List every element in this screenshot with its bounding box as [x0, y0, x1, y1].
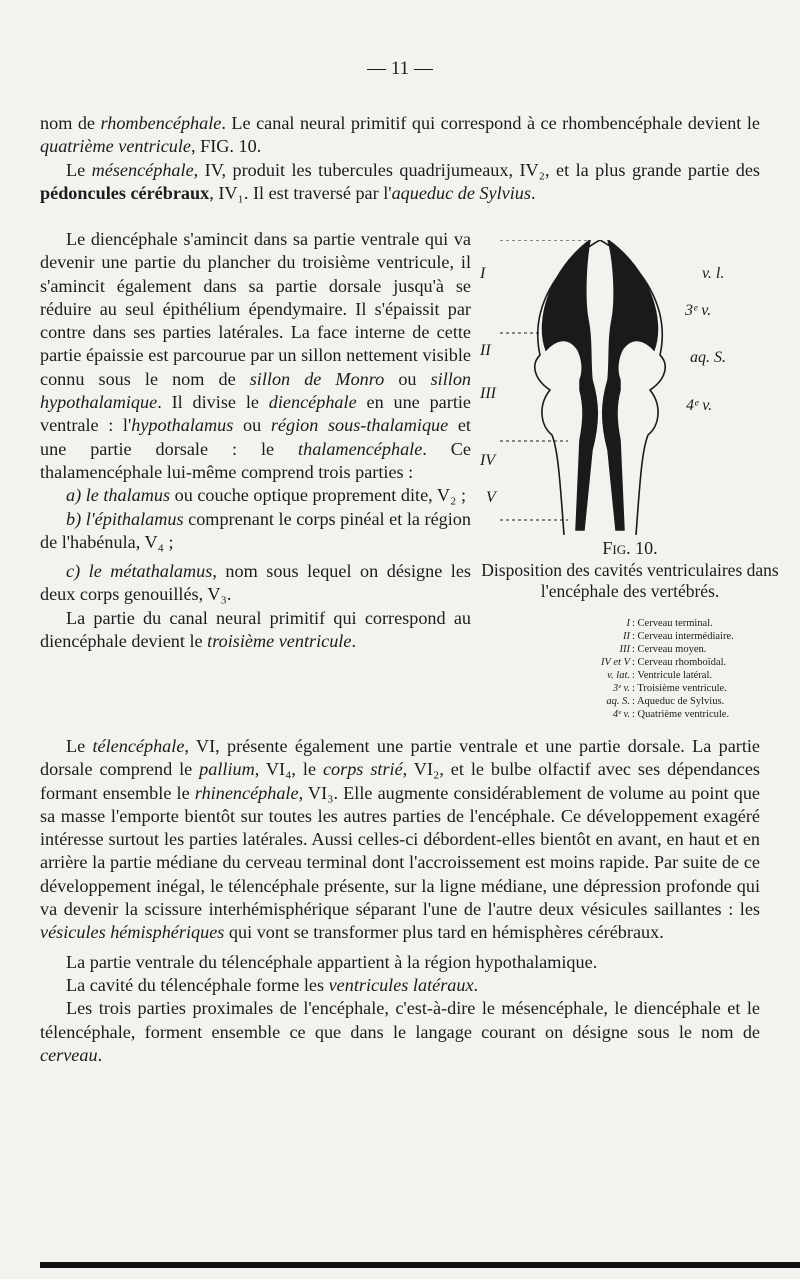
- label-iv: IV: [480, 452, 496, 469]
- figure-label: Fig. 10.: [602, 538, 658, 558]
- text-run: pallium: [199, 759, 255, 780]
- text-run: quatrième ventricule: [40, 136, 192, 157]
- text-run: corps strié: [322, 759, 403, 780]
- legend-key: III: [619, 644, 630, 655]
- label-i: I: [480, 265, 486, 282]
- text-run: en une partie ventrale : l': [40, 392, 471, 436]
- legend-row: [568, 695, 800, 708]
- text-run: thalamencéphale: [298, 438, 423, 459]
- text-run: .: [256, 136, 262, 157]
- text-run: . Le canal neural primitif qui correspond à ce rhombencéphale devient le: [221, 113, 760, 133]
- top-paragraphs: [40, 112, 760, 205]
- legend-key: aq. S.: [606, 696, 630, 707]
- text-run: , IV₁. Il est traversé par l': [209, 182, 392, 203]
- paragraph-11: [40, 997, 760, 1067]
- text-run: sillon hypothalamique: [40, 368, 472, 413]
- legend-row: [568, 656, 800, 669]
- text-run: sillon de Monro: [249, 368, 385, 389]
- figure-caption-text: Disposition des cavités ventriculaires dans l'encéphale des vertébrés.: [481, 559, 779, 601]
- bottom-rule: [40, 1262, 800, 1268]
- label-aqs: aq. S.: [690, 349, 726, 366]
- legend-row: [568, 682, 800, 695]
- text-run: qui vont se transformer plus tard en hémisphères cérébraux.: [224, 922, 664, 943]
- diagram-left-mass: [543, 240, 598, 530]
- text-run: . Il divise le: [157, 392, 269, 413]
- text-run: rhinencéphale: [194, 782, 299, 803]
- figure-10-diagram: [480, 240, 780, 540]
- text-run: rhombencéphale: [100, 113, 222, 133]
- text-run: troisième ventricule: [207, 631, 352, 652]
- text-run: c) le: [66, 561, 111, 582]
- paragraph-6: [40, 560, 471, 607]
- text-run: diencéphale: [268, 392, 357, 413]
- text-run: vésicules hémisphériques: [40, 922, 225, 943]
- text-run: a) le: [66, 485, 104, 506]
- paragraph-2: [40, 159, 760, 206]
- paragraph-10: [40, 974, 760, 997]
- label-iii: III: [480, 385, 496, 402]
- label-v: V: [486, 489, 496, 506]
- text-run: ou: [384, 368, 431, 389]
- text-run: cerveau: [40, 1044, 98, 1065]
- page-number: — 11 —: [367, 58, 433, 79]
- left-column-text: [40, 228, 471, 653]
- text-run: , VI₄, le: [254, 759, 323, 780]
- text-run: ventricules latéraux: [328, 974, 474, 995]
- text-run: mésencéphale: [91, 159, 194, 180]
- text-run: Le diencéphale s'amincit dans sa partie ventrale qui va devenir une partie du plancher du troisième ventricule, il s'amincit également dans sa partie dorsale jusqu'à se réduire au seul épithélium épendymaire. Il s'épaissit par contre dans ses parties latérales. La face interne de cette partie épaissie est parcourue par un sillon nettement visible connu sous le nom de: [40, 229, 471, 389]
- paragraph-5: [40, 508, 471, 555]
- legend-row: [568, 630, 800, 643]
- label-ii: II: [480, 342, 491, 359]
- text-run: . Ce thalamencéphale lui-même comprend trois parties :: [40, 438, 471, 482]
- paragraph-4: [40, 484, 471, 507]
- legend-row: [568, 617, 800, 630]
- legend-value: : Cerveau terminal.: [632, 618, 713, 629]
- text-run: .: [530, 182, 536, 203]
- text-run: , VI₂, et le bulbe olfactif avec ses dépendances formant ensemble le: [40, 759, 761, 803]
- paragraph-9: [40, 951, 760, 974]
- text-run: métathalamus: [110, 561, 213, 582]
- label-3v: 3ᵉ v.: [685, 302, 712, 319]
- text-run: comprenant le corps pinéal et la région de l'habénula, V₄ ;: [40, 508, 471, 552]
- diagram-right-mass: [603, 240, 658, 530]
- label-4v: 4ᵉ v.: [686, 397, 713, 414]
- legend-key: IV et V: [601, 657, 630, 668]
- legend-value: : Cerveau intermédiaire.: [632, 631, 734, 642]
- text-run: , IV, produit les tubercules quadrijumeaux, IV₂, et la plus grande partie des: [193, 159, 760, 180]
- text-run: thalamus: [103, 485, 171, 506]
- legend-key: I: [626, 618, 630, 629]
- text-run: La partie ventrale du télencéphale appartient à la région hypothalamique.: [66, 951, 598, 972]
- text-run: ou: [233, 415, 271, 436]
- text-run: , VI₃. Elle augmente considérablement de volume au point que sa masse l'emporte bientôt sur toutes les autres parties de l'encéphale. Ce développement exagéré intéresse surtout les parties latérales. Aussi celles-ci débordent-elles bientôt en avant, en haut et en arrière la partie médiane du cerveau terminal dont l'accroissement est moins rapide. Par suite de ce développement inégal, le télencéphale présente, sur la ligne médiane, une dépression profonde qui va devenir la scissure interhémisphérique séparant l'une de l'autre deux vésicules saillantes : les: [40, 782, 760, 920]
- figure-legend: [568, 617, 800, 721]
- legend-key: II: [623, 631, 630, 642]
- text-run: , VI, présente également une partie ventrale et une partie dorsale. La partie dorsale comprend le: [40, 736, 761, 780]
- bottom-paragraphs: [40, 735, 760, 1067]
- text-run: FIG. 10: [200, 136, 257, 157]
- legend-row: [568, 669, 800, 682]
- text-run: hypothalamus: [131, 415, 234, 436]
- legend-value: : Ventricule latéral.: [632, 670, 712, 681]
- paragraph-8: [40, 735, 760, 945]
- text-run: Les trois parties proximales de l'encéphale, c'est-à-dire le mésencéphale, le diencéphale et le télencéphale, forment ensemble ce que dans le langage courant on désigne sous le nom de: [40, 998, 760, 1042]
- legend-key: 4ᵉ v.: [612, 709, 630, 720]
- paragraph-7: [40, 607, 471, 654]
- text-run: région sous-thalamique: [270, 415, 449, 436]
- text-run: b) l': [66, 508, 95, 529]
- legend-row: [568, 643, 800, 656]
- text-run: ou couche optique proprement dite, V₂ ;: [170, 485, 466, 506]
- legend-value: : Aqueduc de Sylvius.: [632, 696, 725, 707]
- legend-value: : Quatrième ventricule.: [632, 709, 730, 720]
- text-run: .: [97, 1044, 103, 1065]
- legend-value: : Cerveau moyen.: [632, 644, 707, 655]
- text-run: Le: [66, 736, 93, 756]
- text-run: nom de: [40, 113, 101, 133]
- text-run: pédoncules cérébraux: [40, 182, 210, 203]
- text-run: .: [473, 974, 479, 995]
- legend-key: v. lat.: [607, 670, 630, 681]
- text-run: et une partie dorsale : le: [40, 415, 471, 459]
- legend-row: [568, 708, 800, 721]
- text-run: , nom sous lequel on désigne les deux corps genouillés, V₃.: [40, 561, 471, 605]
- legend-value: : Troisième ventricule.: [632, 683, 727, 694]
- text-run: .: [351, 631, 356, 652]
- label-vl: v. l.: [702, 265, 725, 282]
- text-run: aqueduc de Sylvius: [391, 182, 531, 203]
- paragraph-3: [40, 228, 471, 484]
- text-run: épithalamus: [94, 508, 184, 529]
- text-run: Le: [66, 159, 92, 180]
- text-run: ,: [191, 136, 201, 157]
- text-run: La cavité du télencéphale forme les: [66, 974, 329, 995]
- legend-value: : Cerveau rhomboïdal.: [632, 657, 727, 668]
- text-run: télencéphale: [92, 736, 185, 756]
- figure-caption: [480, 538, 780, 603]
- text-run: La partie du canal neural primitif qui correspond au diencéphale devient le: [40, 607, 471, 652]
- legend-key: 3ᵉ v.: [612, 683, 630, 694]
- paragraph-1: [40, 112, 760, 159]
